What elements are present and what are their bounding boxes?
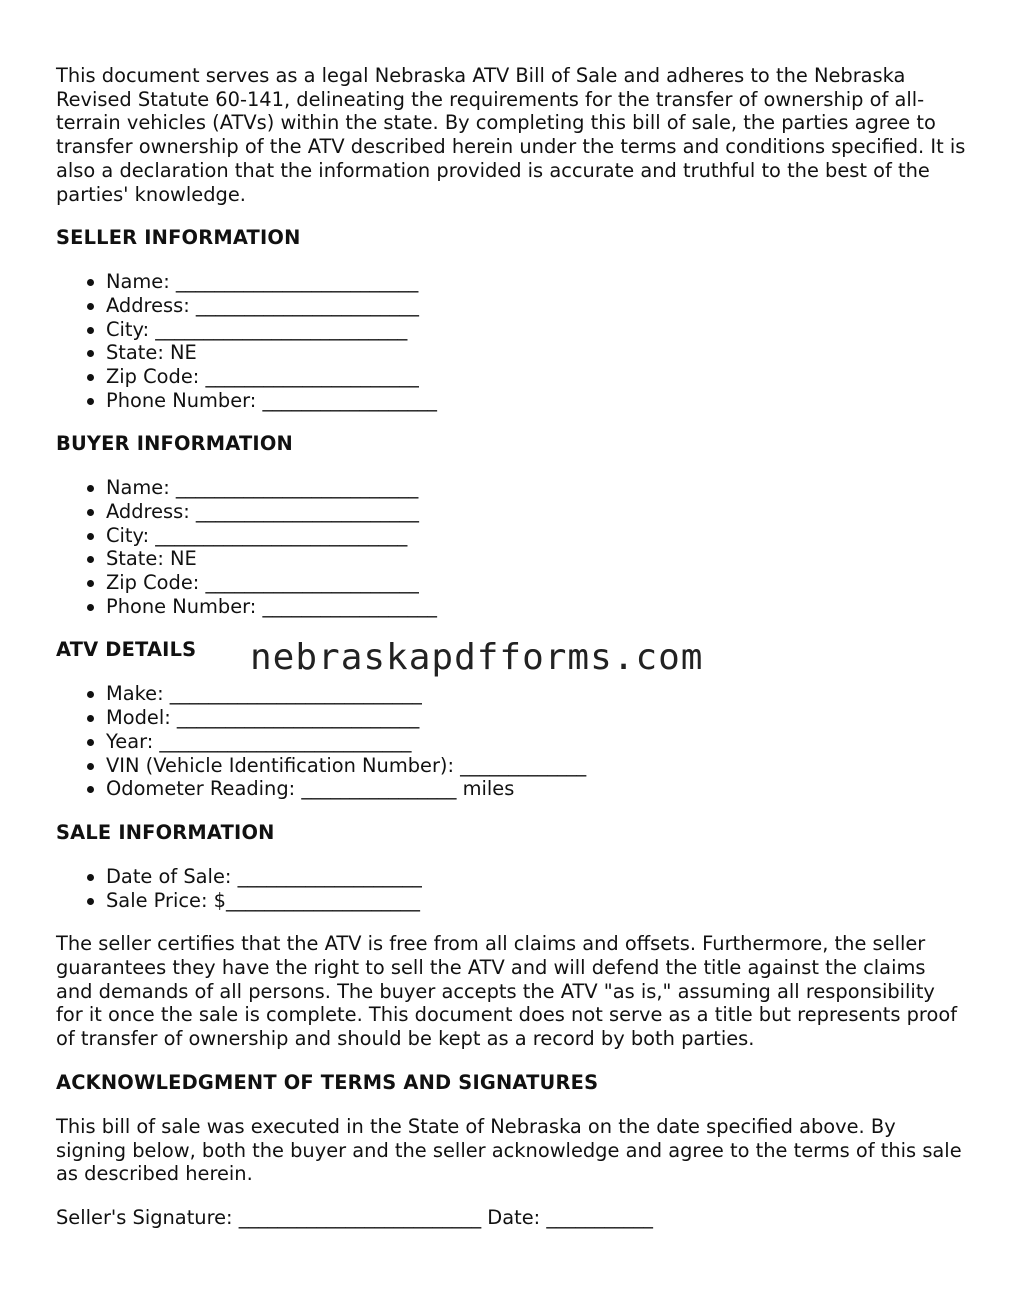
acknowledgment-heading: ACKNOWLEDGMENT OF TERMS AND SIGNATURES <box>56 1070 599 1094</box>
intro-paragraph: This document serves as a legal Nebraska ATV Bill of Sale and adheres to the Nebraska Revised Statute 60-141, delineating the requirements for the transfer of ownership of all-terrain vehicles (ATVs) within the state. By completing this bill of sale, the parties agree to transfer ownership of the ATV described herein under the terms and conditions specified. It is also a declaration that the information provided is accurate and truthful to the best of the parties' knowledge. <box>56 64 966 206</box>
certification-paragraph: The seller certifies that the ATV is free from all claims and offsets. Furthermore, the seller guarantees they have the right to sell the ATV and will defend the title against the claims and demands of all persons. The buyer accepts the ATV "as is," assuming all responsibility for it once the sale is complete. This document does not serve as a title but represents proof of transfer of ownership and should be kept as a record by both parties. <box>56 932 958 1051</box>
atv-heading: ATV DETAILS <box>56 638 197 662</box>
buyer-list <box>56 476 966 618</box>
buyer-state-field: State: NE <box>106 547 966 571</box>
acknowledgment-paragraph: This bill of sale was executed in the State of Nebraska on the date specified above. By signing below, both the buyer and the seller acknowledge and agree to the terms of this sale as described herein. <box>56 1114 962 1186</box>
seller-name-field: Name: _________________________ <box>106 270 966 294</box>
seller-city-field: City: __________________________ <box>106 318 966 342</box>
sale-list <box>56 865 966 912</box>
seller-zip-field: Zip Code: ______________________ <box>106 365 966 389</box>
atv-year-field: Year: __________________________ <box>106 730 966 754</box>
buyer-city-field: City: __________________________ <box>106 524 966 548</box>
seller-signature-line: Seller's Signature: _________________________ Date: ___________ <box>56 1205 653 1229</box>
atv-odometer-field: Odometer Reading: ________________ miles <box>106 777 966 801</box>
atv-make-field: Make: __________________________ <box>106 682 966 706</box>
seller-address-field: Address: _______________________ <box>106 294 966 318</box>
buyer-phone-field: Phone Number: __________________ <box>106 595 966 619</box>
buyer-address-field: Address: _______________________ <box>106 500 966 524</box>
seller-list <box>56 270 966 412</box>
watermark: nebraskapdfforms.com <box>250 637 704 678</box>
atv-list <box>56 682 966 800</box>
seller-state-field: State: NE <box>106 341 966 365</box>
sale-date-field: Date of Sale: ___________________ <box>106 865 966 889</box>
buyer-zip-field: Zip Code: ______________________ <box>106 571 966 595</box>
sale-heading: SALE INFORMATION <box>56 820 275 844</box>
atv-model-field: Model: _________________________ <box>106 706 966 730</box>
buyer-name-field: Name: _________________________ <box>106 476 966 500</box>
atv-vin-field: VIN (Vehicle Identification Number): _____________ <box>106 754 966 778</box>
seller-heading: SELLER INFORMATION <box>56 226 301 250</box>
seller-phone-field: Phone Number: __________________ <box>106 389 966 413</box>
sale-price-field: Sale Price: $____________________ <box>106 889 966 913</box>
buyer-heading: BUYER INFORMATION <box>56 432 293 456</box>
